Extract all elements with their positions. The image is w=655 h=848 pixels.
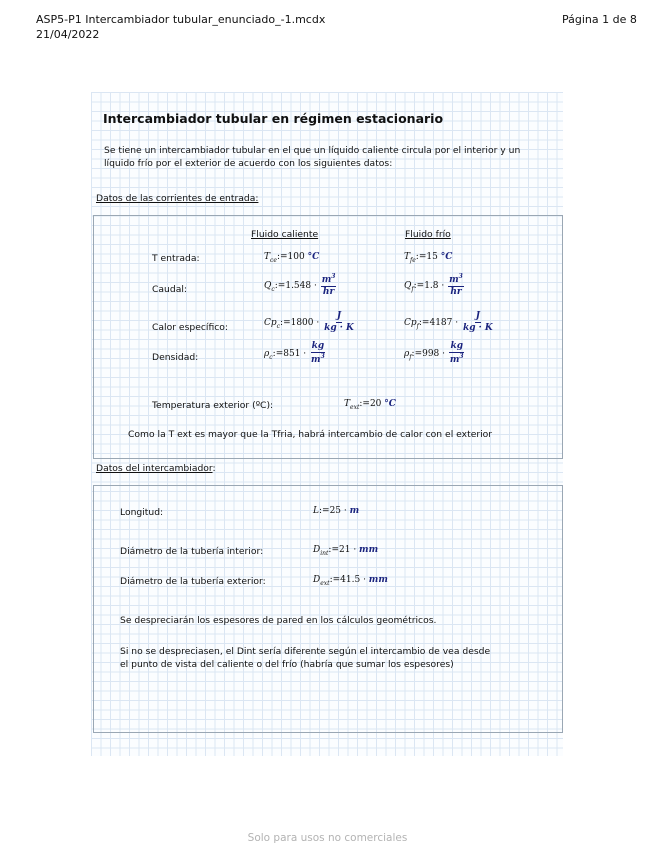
expr-tce[interactable]: $T_{ce}:=100$ °C — [264, 252, 320, 264]
file-name: ASP5-P1 Intercambiador tubular_enunciado_-1.mcdx — [36, 13, 326, 26]
dint-label: Diámetro de la tubería interior: — [120, 546, 264, 557]
col-hot-header: Fluido caliente — [251, 229, 319, 240]
expr-qc[interactable]: $Q_c:=1.548$ · $\frac{m^3}{hr}$ — [264, 273, 336, 297]
intro-text-line-1: Se tiene un intercambiador tubular en el que un líquido caliente circula por el interior y un — [104, 145, 521, 156]
doc-title: Intercambiador tubular en régimen estacionario — [103, 111, 444, 126]
row-label-density: Densidad: — [152, 352, 199, 363]
heat-exchange-note: Como la T ext es mayor que la Tfria, habrá intercambio de calor con el exterior — [128, 429, 493, 440]
dext-label: Diámetro de la tubería exterior: — [120, 576, 266, 587]
expr-dint[interactable]: $D_{int}:=21$ · mm — [313, 545, 379, 557]
expr-dext[interactable]: $D_{ext}:=41.5$ · mm — [313, 575, 388, 587]
expr-rhof[interactable]: $\rho_f:=998$ · $\frac{kg}{m^3}$ — [404, 341, 464, 365]
expr-cpf[interactable]: $Cp_f:=4187$ · $\frac{J}{kg \cdot K}$ — [404, 311, 493, 333]
dint-note-line-2: el punto de vista del caliente o del frío (habría que sumar los espesores) — [120, 659, 454, 670]
print-date: 21/04/2022 — [36, 28, 100, 41]
expr-length[interactable]: L:=25 · m — [313, 506, 360, 516]
inputs-heading: Datos de las corrientes de entrada: — [96, 193, 259, 204]
row-label-flow: Caudal: — [152, 284, 187, 295]
text-label: Temperatura exterior (ºC): — [152, 400, 274, 411]
dint-note-line-1: Si no se despreciasen, el Dint sería diferente según el intercambio de vea desde — [120, 646, 491, 657]
expr-tfe[interactable]: $T_{fe}:=15$ °C — [404, 252, 453, 264]
expr-cpc[interactable]: $Cp_c:=1800$ · $\frac{J}{kg \cdot K}$ — [264, 311, 354, 333]
exchanger-region[interactable] — [93, 485, 563, 733]
row-label-tin: T entrada: — [152, 253, 200, 264]
page-number: Página 1 de 8 — [562, 13, 637, 26]
inputs-region[interactable] — [93, 215, 563, 459]
col-cold-header: Fluido frío — [405, 229, 451, 240]
wall-thickness-note: Se despreciarán los espesores de pared en los cálculos geométricos. — [120, 615, 437, 626]
worksheet — [91, 92, 563, 756]
row-label-cp: Calor específico: — [152, 322, 228, 333]
intro-text-line-2: líquido frío por el exterior de acuerdo con los siguientes datos: — [104, 158, 393, 169]
length-label: Longitud: — [120, 507, 164, 518]
exchanger-heading: Datos del intercambiador: — [96, 463, 216, 474]
expr-rhoc[interactable]: $\rho_c:=851$ · $\frac{kg}{m^3}$ — [264, 341, 325, 365]
expr-qf[interactable]: $Q_f:=1.8$ · $\frac{m^3}{hr}$ — [404, 273, 463, 297]
watermark-footer: Solo para usos no comerciales — [247, 832, 408, 844]
expr-text[interactable]: $T_{ext}:=20$ °C — [344, 399, 396, 411]
